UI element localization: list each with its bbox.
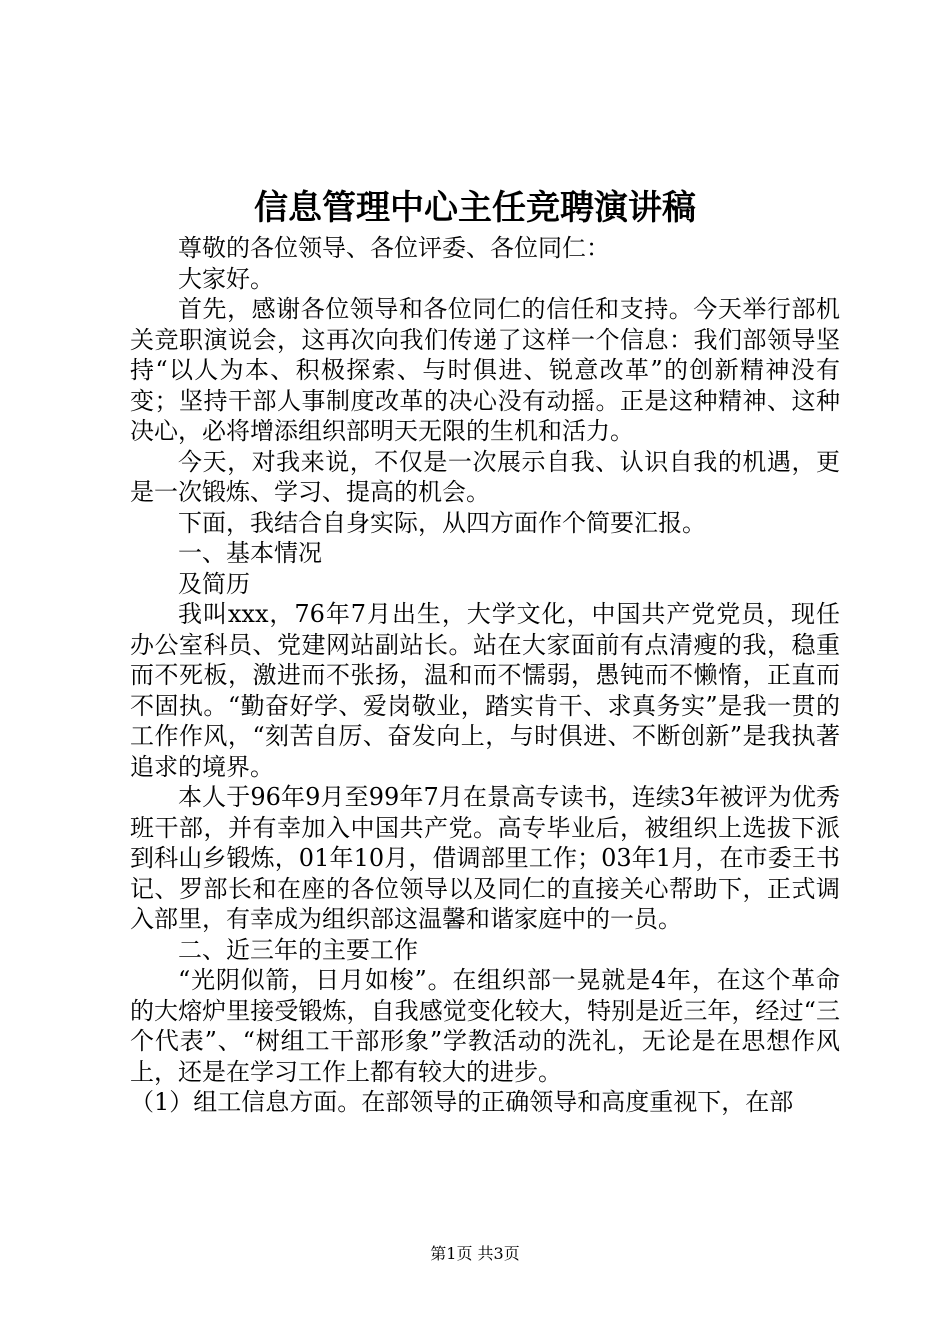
paragraph-opening: 首先，感谢各位领导和各位同仁的信任和支持。今天举行部机关竞职演说会，这再次向我们传递了这样一个信息：我们部领导坚持“以人为本、积极探索、与时俱进、锐意改革”的创新精神没有变；坚持干部人事制度改革的决心没有动摇。正是这种精神、这种决心，必将增添组织部明天无限的生机和活力。 bbox=[130, 295, 840, 445]
paragraph-self-intro: 我叫xxx，76年7月出生，大学文化，中国共产党党员，现任办公室科员、党建网站副站长。站在大家面前有点清瘦的我，稳重而不死板，激进而不张扬，温和而不懦弱，愚钝而不懒惰，正直而不固执。“勤奋好学、爱岗敬业，踏实肯干、求真务实”是我一贯的工作作风，“刻苦自厉、奋发向上，与时俱进、不断创新”是我执著追求的境界。 bbox=[130, 600, 840, 781]
document-title: 信息管理中心主任竞聘演讲稿 bbox=[254, 188, 696, 228]
paragraph-info-work: （1）组工信息方面。在部领导的正确领导和高度重视下，在部 bbox=[130, 1088, 794, 1116]
paragraph-education: 本人于96年9月至99年7月在景高专读书，连续3年被评为优秀班干部，并有幸加入中国共产党。高专毕业后，被组织上选拔下派到科山乡锻炼，01年10月，借调部里工作；03年1月，在市委王书记、罗部长和在座的各位领导以及同仁的直接关心帮助下，正式调入部里，有幸成为组织部这温馨和谐家庭中的一员。 bbox=[130, 783, 840, 933]
paragraph-progress: “光阴似箭，日月如梭”。在组织部一晃就是4年，在这个革命的大熔炉里接受锻炼，自我感觉变化较大，特别是近三年，经过“三个代表”、“树组工干部形象”学教活动的洗礼，无论是在思想作风上，还是在学习工作上都有较大的进步。 bbox=[130, 966, 840, 1086]
document-body bbox=[130, 233, 840, 1118]
section-heading-main-work: 二、近三年的主要工作 bbox=[178, 935, 418, 964]
paragraph-greeting: 大家好。 bbox=[178, 264, 274, 293]
paragraph-salutation: 尊敬的各位领导、各位评委、各位同仁： bbox=[178, 234, 610, 262]
section-heading-resume: 及简历 bbox=[178, 569, 250, 598]
page-footer: 第1页 共3页 bbox=[430, 1244, 520, 1263]
paragraph-opportunity: 今天，对我来说，不仅是一次展示自我、认识自我的机遇，更是一次锻炼、学习、提高的机会。 bbox=[130, 447, 840, 506]
paragraph-outline: 下面，我结合自身实际，从四方面作个简要汇报。 bbox=[178, 508, 706, 537]
section-heading-basic-info: 一、基本情况 bbox=[178, 539, 322, 567]
